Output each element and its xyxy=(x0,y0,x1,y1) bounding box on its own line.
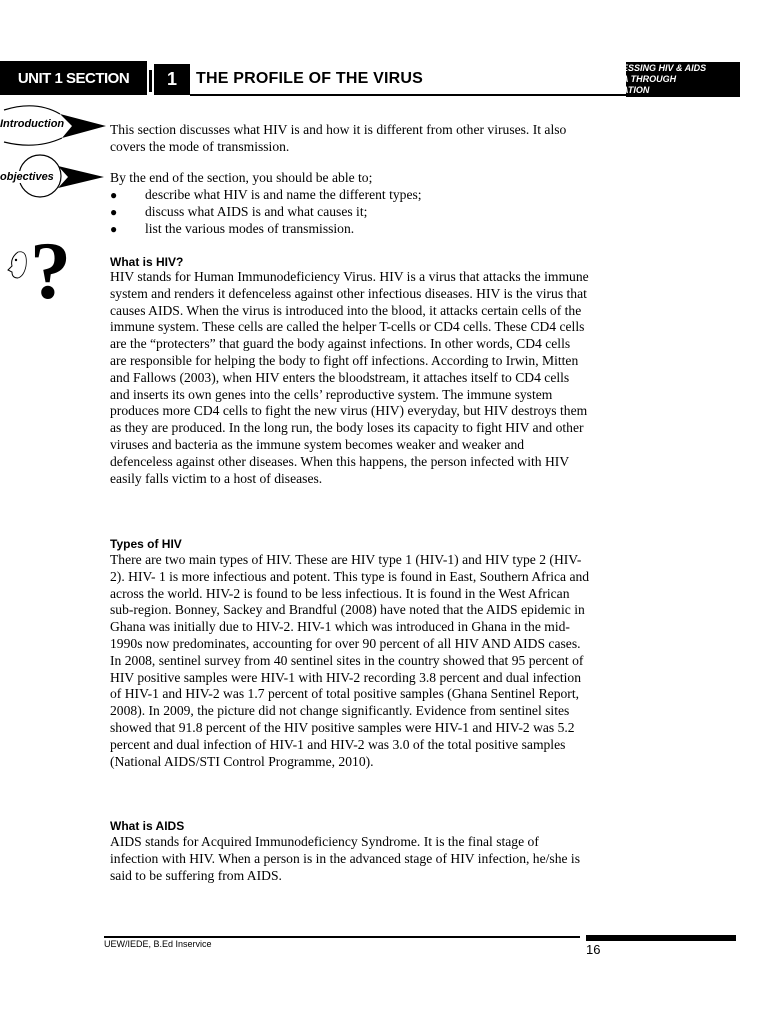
section-body-what-is-aids: AIDS stands for Acquired Immunodeficiency Syndrome. It is the final stage of infection with HIV. When a person is in the advanced stage of HIV infection, he/she is said to be suffering from AIDS. xyxy=(110,834,580,883)
page-title: THE PROFILE OF THE VIRUS xyxy=(196,70,424,87)
section-heading-what-is-hiv: What is HIV? xyxy=(110,255,184,269)
svg-text:?: ? xyxy=(30,225,71,316)
unit-divider xyxy=(149,70,152,92)
footer-rule-thick xyxy=(586,935,736,941)
intro-paragraph: This section discusses what HIV is and how it is different from other viruses. It also covers the mode of transmission. xyxy=(110,122,567,154)
objectives-label: objectives xyxy=(0,171,54,183)
introduction-label: Introduction xyxy=(0,118,65,130)
objectives-lead: By the end of the section, you should be able to; xyxy=(110,170,373,185)
course-title-line-1: ESSING HIV & AIDS xyxy=(622,63,707,73)
section-heading-what-is-aids: What is AIDS xyxy=(110,819,185,833)
course-title-line-2: A THROUGH xyxy=(622,74,677,84)
course-title-box xyxy=(622,62,740,97)
section-body-what-is-hiv: HIV stands for Human Immunodeficiency Virus. HIV is a virus that attacks the immune system and renders it defenceless against other infectious diseases. HIV is the virus that causes AIDS. When the virus is introduced into the blood, it attacks certain cells of the immune system. These cells are called the helper T-cells or CD4 cells. These CD4 cells are the “protecters” that guard the body against infections. In other words, CD4 cells are responsible for helping the body to fight off infections. According to Irwin, Mitten and Fallows (2003), when HIV enters the bloodstream, it attaches itself to CD4 cells and inserts its own genes into the cells’ reproductive system. The immune system produces more CD4 cells to fight the new virus (HIV) everyday, but HIV destroys them as they are produced. In the long run, the body loses its capacity to fight HIV and other viruses and bacteria as the immune system becomes weaker and weaker and defenceless against other diseases. When this happens, the person infected with HIV easily falls victim to a host of diseases. xyxy=(110,269,589,486)
course-title-line-3: ATION xyxy=(622,85,650,95)
footer-rule xyxy=(104,936,580,938)
section-heading-types-of-hiv: Types of HIV xyxy=(110,537,182,551)
question-mark-face-icon xyxy=(4,225,71,316)
bullet-icon: ● xyxy=(110,222,118,236)
unit-label-box xyxy=(0,61,147,95)
unit-label: UNIT 1 SECTION xyxy=(17,69,130,87)
bullet-icon: ● xyxy=(110,188,118,202)
section-number: 1 xyxy=(166,69,177,89)
footer-institution: UEW/IEDE, B.Ed Inservice xyxy=(104,939,212,949)
section-number-box xyxy=(154,64,190,95)
header-rule xyxy=(190,94,626,96)
section-body-types-of-hiv: There are two main types of HIV. These are HIV type 1 (HIV-1) and HIV type 2 (HIV-2). HIV- 1 is more infectious and potent. This type is found in East, Southern Africa and across the world. HIV-2 is found to be less infectious. It is found in the West African sub-region. Bonney, Sackey and Brandful (2008) have noted that the AIDS epidemic in Ghana was initially due to HIV-2. HIV-1 which was introduced in Ghana in the mid-1990s now predominates, accounting for over 90 percent of all HIV AND AIDS cases. In 2008, sentinel survey from 40 sentinel sites in the country showed that 95 percent of HIV positive samples were HIV-1 with HIV-2 recording 3.8 percent and dual infection of HIV-1 and HIV-2 was 1.7 percent of total positive samples (Ghana Sentinel Report, 2008). In 2009, the picture did not change significantly. Evidence from sentinel sites showed that 91.8 percent of the HIV positive samples were HIV-1 and HIV-2 was 5.2 percent and dual infection of HIV-1 and HIV-2 was 3.0 of the total positive samples (National AIDS/STI Control Programme, 2010). xyxy=(110,552,590,769)
bullet-icon: ● xyxy=(110,205,118,219)
page-number: 16 xyxy=(586,942,601,957)
